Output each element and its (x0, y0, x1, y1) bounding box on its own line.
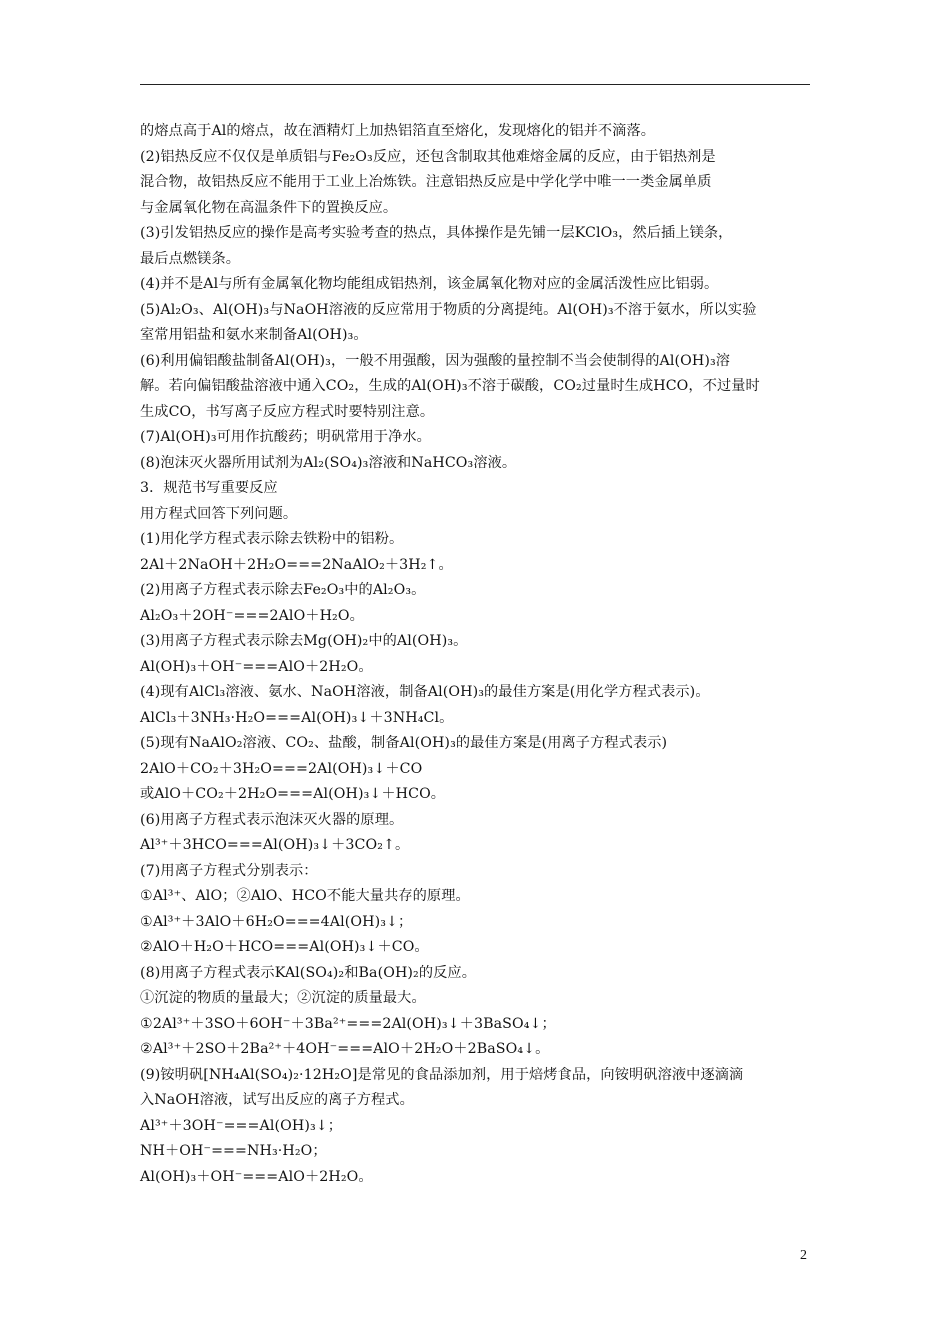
text-line: ②Al³⁺＋2SO＋2Ba²⁺＋4OH⁻===AlO＋2H₂O＋2BaSO₄↓。 (140, 1041, 550, 1057)
text-line: (6)用离子方程式表示泡沫灭火器的原理。 (140, 811, 404, 828)
page-number: 2 (800, 1248, 807, 1263)
text-line: Al₂O₃＋2OH⁻===2AlO＋H₂O。 (140, 607, 364, 624)
text-line: 2Al＋2NaOH＋2H₂O===2NaAlO₂＋3H₂↑。 (140, 556, 453, 573)
text-line: 混合物，故铝热反应不能用于工业上冶炼铁。注意铝热反应是中学化学中唯一一类金属单质 (140, 174, 712, 190)
text-line: (1)用化学方程式表示除去铁粉中的铝粉。 (140, 531, 404, 547)
text-line: ①沉淀的物质的量最大；②沉淀的质量最大。 (140, 990, 426, 1006)
text-line: (3)引发铝热反应的操作是高考实验考查的热点，具体操作是先铺一层KClO₃，然后插上镁条， (140, 225, 733, 241)
text-line: AlCl₃＋3NH₃·H₂O===Al(OH)₃↓＋3NH₄Cl。 (140, 709, 454, 726)
text-line: (5)Al₂O₃、Al(OH)₃与NaOH溶液的反应常用于物质的分离提纯。Al(OH)₃不溶于氨水，所以实验 (140, 301, 757, 318)
text-line: (8)泡沫灭火器所用试剂为Al₂(SO₄)₃溶液和NaHCO₃溶液。 (140, 454, 517, 471)
text-line: ②AlO＋H₂O＋HCO===Al(OH)₃↓＋CO。 (140, 939, 429, 955)
text-line: ①Al³⁺＋3AlO＋6H₂O===4Al(OH)₃↓； (140, 913, 413, 930)
text-line: Al(OH)₃＋OH⁻===AlO＋2H₂O。 (140, 658, 373, 675)
text-line: 的熔点高于Al的熔点，故在酒精灯上加热铝箔直至熔化，发现熔化的铝并不滴落。 (140, 123, 656, 139)
text-line: 解。若向偏铝酸盐溶液中通入CO₂，生成的Al(OH)₃不溶于碳酸，CO₂过量时生成HCO，不过量时 (140, 378, 760, 394)
text-line: ①2Al³⁺＋3SO＋6OH⁻＋3Ba²⁺===2Al(OH)₃↓＋3BaSO₄↓； (140, 1015, 556, 1032)
text-line: (7)Al(OH)₃可用作抗酸药；明矾常用于净水。 (140, 429, 431, 445)
text-line: (7)用离子方程式分别表示： (140, 862, 318, 879)
text-line: Al(OH)₃＋OH⁻===AlO＋2H₂O。 (140, 1168, 373, 1185)
text-line: 2AlO＋CO₂＋3H₂O===2Al(OH)₃↓＋CO (140, 760, 423, 777)
text-line: NH＋OH⁻===NH₃·H₂O； (140, 1143, 327, 1159)
text-line: 与金属氧化物在高温条件下的置换反应。 (140, 199, 398, 216)
text-line: (4)现有AlCl₃溶液、氨水、NaOH溶液，制备Al(OH)₃的最佳方案是(用化学方程式表示)。 (140, 684, 710, 700)
text-line: 用方程式回答下列问题。 (140, 505, 298, 522)
text-line: 生成CO，书写离子反应方程式时要特别注意。 (140, 403, 435, 420)
text-line: (4)并不是Al与所有金属氧化物均能组成铝热剂，该金属氧化物对应的金属活泼性应比铝弱。 (140, 276, 719, 292)
text-line: (6)利用偏铝酸盐制备Al(OH)₃，一般不用强酸，因为强酸的量控制不当会使制得的Al(OH)₃溶 (140, 352, 731, 369)
text-line: (2)铝热反应不仅仅是单质铝与Fe₂O₃反应，还包含制取其他难熔金属的反应，由于铝热剂是 (140, 148, 716, 165)
text-line: 3．规范书写重要反应 (140, 480, 278, 496)
body-text (140, 119, 820, 1190)
text-line: (3)用离子方程式表示除去Mg(OH)₂中的Al(OH)₃。 (140, 633, 468, 649)
text-line: Al³⁺＋3HCO===Al(OH)₃↓＋3CO₂↑。 (140, 837, 410, 853)
text-line: (5)现有NaAlO₂溶液、CO₂、盐酸，制备Al(OH)₃的最佳方案是(用离子方程式表示) (140, 735, 668, 751)
text-line: 入NaOH溶液，试写出反应的离子方程式。 (140, 1092, 414, 1108)
text-line: ①Al³⁺、AlO；②AlO、HCO不能大量共存的原理。 (140, 888, 470, 904)
text-line: (9)铵明矾[NH₄Al(SO₄)₂·12H₂O]是常见的食品添加剂，用于焙烤食品，向铵明矾溶液中逐滴滴 (140, 1066, 744, 1083)
text-line: (8)用离子方程式表示KAl(SO₄)₂和Ba(OH)₂的反应。 (140, 964, 476, 981)
text-line: 室常用铝盐和氨水来制备Al(OH)₃。 (140, 327, 368, 343)
text-line: (2)用离子方程式表示除去Fe₂O₃中的Al₂O₃。 (140, 582, 426, 598)
text-line: Al³⁺＋3OH⁻===Al(OH)₃↓； (140, 1117, 343, 1134)
text-line: 或AlO＋CO₂＋2H₂O===Al(OH)₃↓＋HCO。 (140, 786, 446, 802)
text-line: 最后点燃镁条。 (140, 250, 241, 267)
header-rule (140, 84, 810, 85)
